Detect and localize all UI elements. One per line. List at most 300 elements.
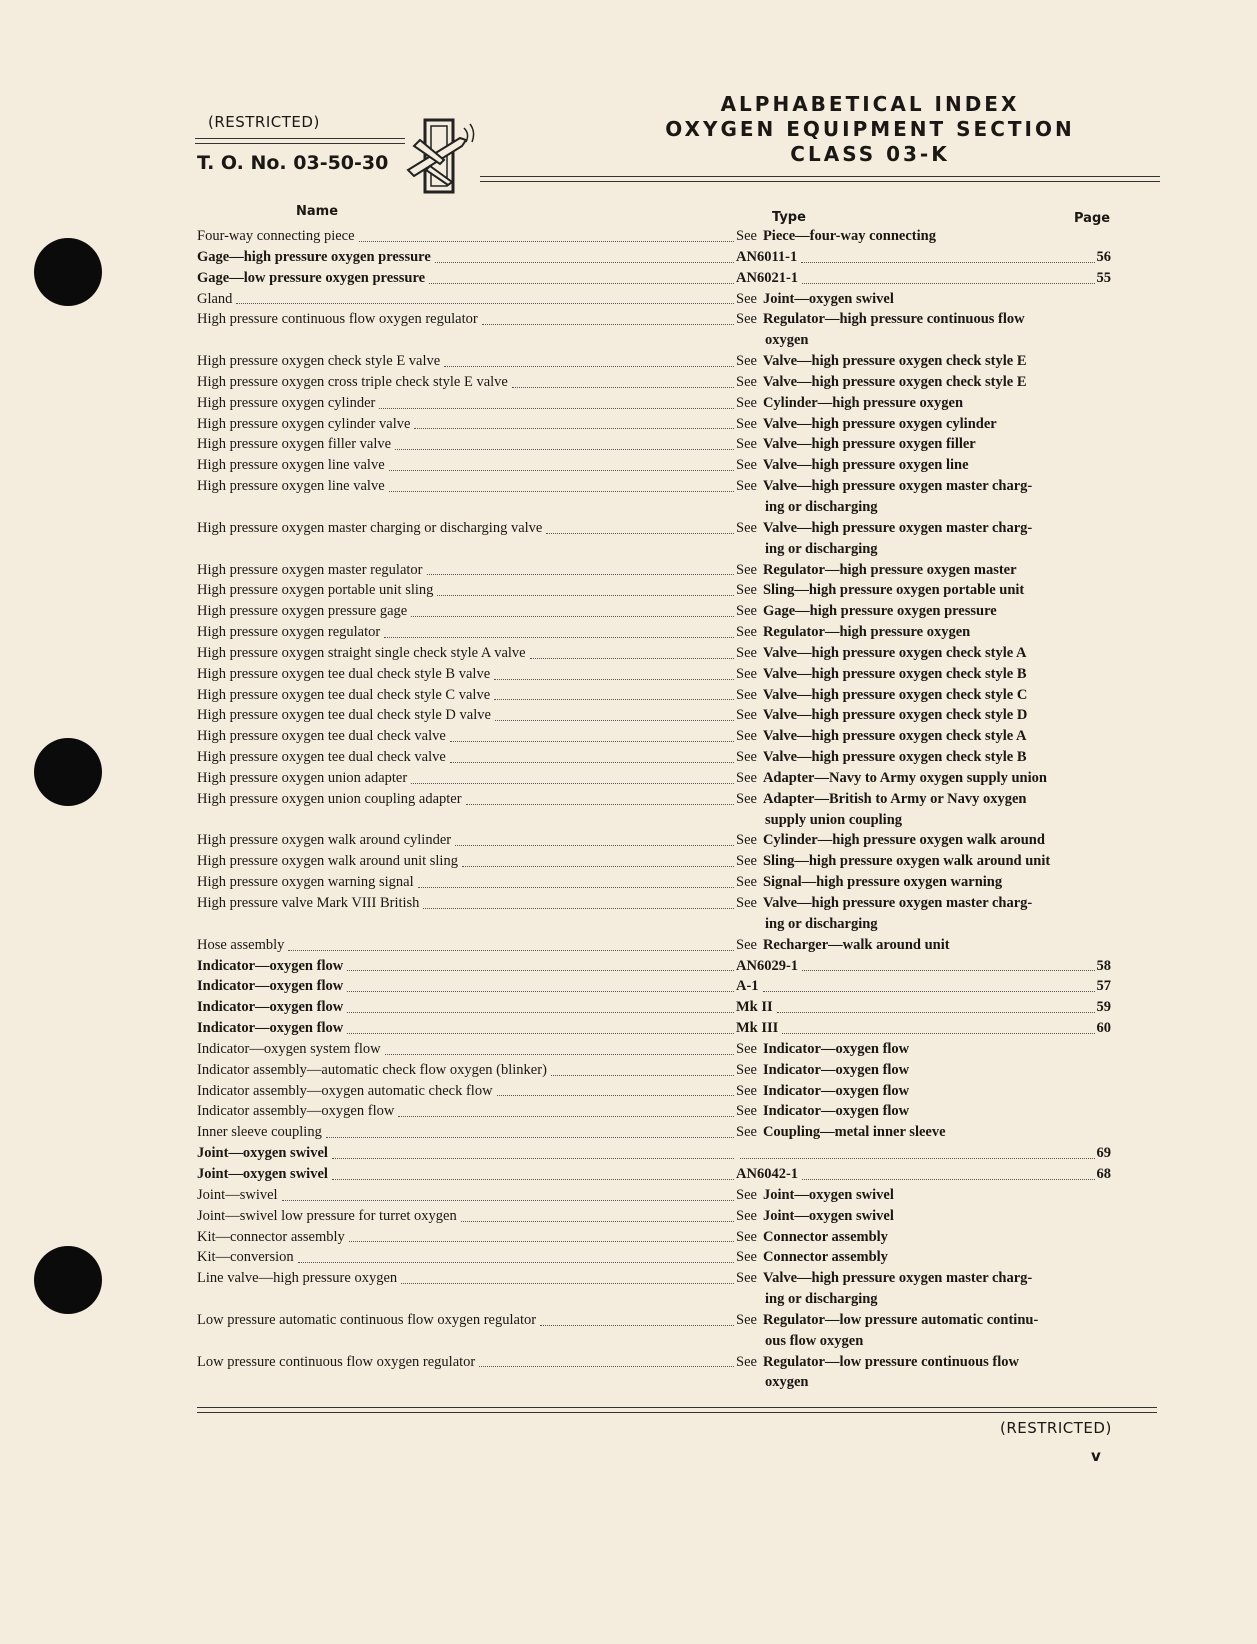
entry-type-cell (736, 289, 1111, 310)
dot-leader (479, 1366, 734, 1367)
index-entry (197, 1185, 1111, 1206)
see-prefix: See (736, 1124, 757, 1141)
entry-name: High pressure oxygen tee dual check valve (197, 749, 446, 766)
index-entry (197, 1081, 1111, 1102)
entry-name: High pressure oxygen cross triple check style E valve (197, 373, 508, 390)
entry-name: High pressure oxygen straight single check style A valve (197, 644, 526, 661)
entry-type: AN6029-1 (736, 957, 799, 974)
see-prefix: See (736, 478, 757, 495)
see-prefix: See (736, 1270, 757, 1287)
title-line: ALPHABETICAL INDEX (720, 92, 1020, 116)
dot-leader (332, 1179, 734, 1180)
dot-leader (763, 991, 1095, 992)
column-header-name: Name (296, 204, 339, 219)
see-prefix: See (736, 457, 757, 474)
entry-type-cell (736, 830, 1111, 851)
entry-type: Indicator—oxygen flow (762, 1040, 910, 1057)
entry-name: Low pressure continuous flow oxygen regulator (197, 1353, 476, 1370)
header-rule (195, 138, 405, 139)
entry-type-cell (736, 268, 1111, 289)
entry-type-cell (736, 685, 1111, 706)
dot-leader (482, 324, 734, 325)
dot-leader (418, 887, 734, 888)
entry-name: Indicator—oxygen flow (197, 978, 344, 995)
entry-type-cell (736, 935, 1111, 956)
index-entry (197, 1227, 1111, 1248)
dot-leader (398, 1116, 734, 1117)
entry-name: High pressure oxygen warning signal (197, 874, 414, 891)
entry-type: Valve—high pressure oxygen check style B (762, 749, 1027, 766)
index-entry (197, 622, 1111, 643)
entry-type-cell (736, 726, 1111, 747)
see-prefix: See (736, 665, 757, 682)
entry-type: Connector assembly (762, 1249, 888, 1266)
dot-leader (802, 283, 1094, 284)
dot-leader (782, 1033, 1094, 1034)
entry-type-cell (736, 226, 1111, 247)
see-prefix: See (736, 936, 757, 953)
index-entry (197, 1039, 1111, 1060)
dot-leader (494, 699, 734, 700)
entry-name: Hose assembly (197, 936, 285, 953)
entry-type-cell (736, 664, 1111, 685)
airplane-logo (400, 110, 480, 198)
dot-leader (411, 616, 734, 617)
entry-type: Valve—high pressure oxygen master charg- (762, 478, 1033, 495)
entry-type: Sling—high pressure oxygen portable unit (762, 582, 1025, 599)
entry-type: Mk II (736, 999, 773, 1016)
entry-type-cell (736, 414, 1111, 435)
dot-leader (359, 241, 734, 242)
index-entry (197, 935, 1111, 956)
index-entry (197, 1206, 1111, 1227)
dot-leader (379, 408, 734, 409)
index-entry (197, 997, 1111, 1018)
index-entry (197, 1143, 1111, 1164)
index-entry (197, 309, 1111, 330)
restricted-label-footer: (RESTRICTED) (1000, 1419, 1112, 1437)
see-prefix: See (736, 832, 757, 849)
entry-type: Cylinder—high pressure oxygen walk around (762, 832, 1045, 849)
dot-leader (450, 762, 734, 763)
see-prefix: See (736, 1103, 757, 1120)
entry-type: Joint—oxygen swivel (762, 290, 894, 307)
entry-type: Regulator—high pressure oxygen (762, 624, 971, 641)
see-prefix: See (736, 707, 757, 724)
entry-name: Inner sleeve coupling (197, 1124, 322, 1141)
index-entry (197, 476, 1111, 497)
entry-type-cell (736, 1268, 1111, 1289)
entry-name: Kit—connector assembly (197, 1228, 345, 1245)
entry-name: Four-way connecting piece (197, 228, 355, 244)
dot-leader (777, 1012, 1095, 1013)
dot-leader (450, 741, 734, 742)
entry-type: Regulator—high pressure continuous flow (762, 311, 1025, 328)
entry-type-cell (736, 1101, 1111, 1122)
index-entry (197, 247, 1111, 268)
entry-name: Indicator assembly—oxygen flow (197, 1103, 395, 1120)
entry-page: 59 (1096, 999, 1111, 1016)
index-entry (197, 643, 1111, 664)
entry-name: Indicator—oxygen system flow (197, 1040, 381, 1057)
dot-leader (395, 449, 734, 450)
entry-type: Valve—high pressure oxygen cylinder (762, 415, 997, 432)
see-prefix: See (736, 1186, 757, 1203)
entry-type-cell (736, 372, 1111, 393)
entry-type: Joint—oxygen swivel (762, 1186, 894, 1203)
entry-type: Valve—high pressure oxygen filler (762, 436, 976, 453)
dot-leader (298, 1262, 734, 1263)
entry-name: Line valve—high pressure oxygen (197, 1270, 398, 1287)
punch-hole (34, 738, 102, 806)
see-prefix: See (736, 1082, 757, 1099)
see-prefix: See (736, 1249, 757, 1266)
entry-type: Valve—high pressure oxygen master charg- (762, 519, 1033, 536)
entry-name: High pressure oxygen union adapter (197, 769, 408, 786)
entry-type-cell (736, 789, 1111, 810)
entry-type-cell (736, 705, 1111, 726)
entry-name: High pressure oxygen line valve (197, 457, 385, 474)
entry-type: Valve—high pressure oxygen check style E (762, 373, 1027, 390)
dot-leader (494, 679, 734, 680)
dot-leader (389, 470, 734, 471)
entry-type-cell (736, 351, 1111, 372)
dot-leader (347, 991, 734, 992)
index-entry (197, 560, 1111, 581)
entry-page: 58 (1096, 957, 1111, 974)
header-rule (195, 143, 405, 144)
entry-name: High pressure oxygen cylinder (197, 394, 376, 411)
entry-name: High pressure valve Mark VIII British (197, 895, 420, 911)
entry-type-cell (736, 1185, 1111, 1206)
index-entry (197, 414, 1111, 435)
see-prefix: See (736, 1311, 757, 1328)
entry-name: Indicator assembly—automatic check flow oxygen (blinker) (197, 1061, 547, 1078)
entry-type: Indicator—oxygen flow (762, 1082, 910, 1099)
entry-type-cell (736, 872, 1111, 893)
entry-type-cell (736, 309, 1111, 330)
dot-leader (455, 845, 734, 846)
page-title (620, 92, 1120, 167)
entry-type-cell (736, 997, 1111, 1018)
index-entry (197, 268, 1111, 289)
index-entry (197, 1352, 1111, 1373)
entry-type: Joint—oxygen swivel (762, 1207, 894, 1224)
entry-name: Indicator—oxygen flow (197, 1020, 344, 1037)
entry-type-cell (736, 976, 1111, 997)
index-entry (197, 851, 1111, 872)
entry-type-cell (736, 393, 1111, 414)
entry-type-cell (736, 560, 1111, 581)
entry-type: Cylinder—high pressure oxygen (762, 394, 964, 411)
see-prefix: See (736, 436, 757, 453)
entry-type: Valve—high pressure oxygen check style E (762, 353, 1027, 370)
entry-type-cell (736, 1164, 1111, 1185)
see-prefix: See (736, 728, 757, 745)
entry-type-cell (736, 434, 1111, 455)
index-entry (197, 685, 1111, 706)
see-prefix: See (736, 686, 757, 703)
entry-type: Mk III (736, 1020, 779, 1037)
entry-name: High pressure oxygen regulator (197, 624, 381, 641)
entry-type-continuation: oxygen (765, 332, 809, 349)
dot-leader (802, 970, 1094, 971)
dot-leader (427, 574, 735, 575)
index-entry (197, 893, 1111, 914)
see-prefix: See (736, 582, 757, 599)
dot-leader (326, 1137, 734, 1138)
entry-type-cell (736, 1352, 1111, 1373)
entry-name: Low pressure automatic continuous flow oxygen regulator (197, 1311, 537, 1328)
dot-leader (401, 1283, 734, 1284)
see-prefix: See (736, 874, 757, 891)
entry-name: High pressure oxygen tee dual check valve (197, 728, 446, 745)
dot-leader (411, 783, 734, 784)
entry-type-cell (736, 247, 1111, 268)
see-prefix: See (736, 624, 757, 641)
dot-leader (801, 262, 1094, 263)
entry-type-cell (736, 1122, 1111, 1143)
entry-name: High pressure oxygen union coupling adapter (197, 790, 462, 807)
entry-type-continuation: supply union coupling (765, 811, 903, 828)
index-entry (197, 976, 1111, 997)
dot-leader (462, 866, 734, 867)
index-entry (197, 768, 1111, 789)
dot-leader (495, 720, 734, 721)
title-line: CLASS 03-K (790, 142, 950, 166)
entry-type-cell (736, 1018, 1111, 1039)
entry-type-cell (736, 1227, 1111, 1248)
index-entry (197, 1310, 1111, 1331)
entry-type-cell (736, 580, 1111, 601)
entry-type-cell (736, 622, 1111, 643)
see-prefix: See (736, 228, 757, 244)
index-entry (197, 1018, 1111, 1039)
entry-type: Signal—high pressure oxygen warning (762, 874, 1003, 891)
dot-leader (497, 1095, 734, 1096)
entry-type: Valve—high pressure oxygen line (762, 457, 969, 474)
entry-type: AN6021-1 (736, 269, 799, 286)
entry-type: Regulator—low pressure continuous flow (762, 1353, 1019, 1370)
index-entry (197, 518, 1111, 539)
index-list (197, 226, 1111, 1393)
entry-page: 69 (1096, 1145, 1111, 1162)
entry-name: High pressure oxygen master charging or discharging valve (197, 519, 543, 536)
dot-leader (414, 428, 734, 429)
entry-page: 55 (1096, 269, 1111, 286)
entry-name: High pressure oxygen check style E valve (197, 353, 441, 370)
entry-type: Piece—four-way connecting (762, 228, 936, 244)
index-entry (197, 1164, 1111, 1185)
dot-leader (347, 970, 734, 971)
dot-leader (282, 1200, 734, 1201)
index-entry (197, 956, 1111, 977)
entry-name: Joint—oxygen swivel (197, 1165, 328, 1182)
dot-leader (385, 1054, 734, 1055)
entry-type-cell (736, 518, 1111, 539)
entry-type-continuation: oxygen (765, 1374, 809, 1391)
see-prefix: See (736, 749, 757, 766)
entry-type: AN6011-1 (736, 248, 798, 265)
see-prefix: See (736, 644, 757, 661)
entry-type: Regulator—low pressure automatic continu- (762, 1311, 1039, 1328)
entry-type-cell (736, 956, 1111, 977)
see-prefix: See (736, 769, 757, 786)
index-entry (197, 1268, 1111, 1289)
see-prefix: See (736, 1228, 757, 1245)
index-entry (197, 289, 1111, 310)
entry-name: High pressure oxygen pressure gage (197, 603, 408, 620)
index-entry (197, 226, 1111, 247)
index-entry (197, 1247, 1111, 1268)
entry-type-continuation: ing or discharging (765, 540, 878, 557)
entry-name: High pressure oxygen line valve (197, 478, 385, 495)
punch-hole (34, 238, 102, 306)
title-line: OXYGEN EQUIPMENT SECTION (665, 117, 1075, 141)
entry-type-cell (736, 1247, 1111, 1268)
see-prefix: See (736, 1040, 757, 1057)
dot-leader (551, 1075, 734, 1076)
entry-type: Sling—high pressure oxygen walk around unit (762, 853, 1051, 870)
entry-type-cell (736, 768, 1111, 789)
see-prefix: See (736, 373, 757, 390)
index-entry (197, 789, 1111, 810)
header-rule (480, 181, 1160, 182)
index-entry (197, 372, 1111, 393)
index-entry (197, 1060, 1111, 1081)
index-entry (197, 747, 1111, 768)
see-prefix: See (736, 353, 757, 370)
footer-rule (197, 1412, 1157, 1413)
entry-type-cell (736, 643, 1111, 664)
entry-name: Joint—swivel (197, 1186, 278, 1203)
entry-name: High pressure oxygen walk around unit sling (197, 853, 458, 870)
see-prefix: See (736, 790, 757, 807)
entry-name: High pressure oxygen cylinder valve (197, 415, 411, 432)
entry-name: High pressure oxygen filler valve (197, 436, 392, 453)
dot-leader (389, 491, 734, 492)
see-prefix: See (736, 561, 757, 578)
dot-leader (466, 804, 734, 805)
to-number: T. O. No. 03-50-30 (197, 152, 389, 174)
dot-leader (384, 637, 734, 638)
entry-page: 68 (1096, 1165, 1111, 1182)
index-entry (197, 455, 1111, 476)
dot-leader (347, 1033, 734, 1034)
entry-type: Valve—high pressure oxygen check style D (762, 707, 1028, 724)
see-prefix: See (736, 519, 757, 536)
entry-type: Valve—high pressure oxygen check style C (762, 686, 1028, 703)
entry-type: A-1 (736, 978, 759, 995)
column-header-type: Type (772, 210, 806, 225)
entry-name: Joint—oxygen swivel (197, 1145, 328, 1162)
index-entry (197, 664, 1111, 685)
entry-type-cell (736, 1206, 1111, 1227)
see-prefix: See (736, 415, 757, 432)
entry-type-continuation: ing or discharging (765, 498, 878, 515)
entry-name: Gland (197, 290, 233, 307)
entry-type: Valve—high pressure oxygen master charg- (762, 895, 1033, 911)
entry-type-cell (736, 1081, 1111, 1102)
entry-type-cell (736, 476, 1111, 497)
dot-leader (802, 1179, 1094, 1180)
header-rule (480, 176, 1160, 177)
entry-name: Indicator assembly—oxygen automatic check flow (197, 1082, 493, 1099)
entry-type: Gage—high pressure oxygen pressure (762, 603, 997, 620)
dot-leader (423, 908, 734, 909)
dot-leader (429, 283, 734, 284)
entry-type-cell (736, 747, 1111, 768)
entry-name: Gage—high pressure oxygen pressure (197, 248, 431, 265)
dot-leader (740, 1158, 1095, 1159)
entry-type: Valve—high pressure oxygen check style A (762, 644, 1027, 661)
index-entry (197, 1122, 1111, 1143)
entry-name: High pressure oxygen tee dual check style C valve (197, 686, 491, 703)
restricted-label: (RESTRICTED) (208, 113, 320, 131)
entry-page: 60 (1096, 1020, 1111, 1037)
entry-name: Indicator—oxygen flow (197, 999, 344, 1016)
entry-name: High pressure oxygen tee dual check style B valve (197, 665, 491, 682)
entry-name: Joint—swivel low pressure for turret oxygen (197, 1207, 457, 1224)
entry-type-continuation: ous flow oxygen (765, 1332, 864, 1349)
entry-type-continuation: ing or discharging (765, 1291, 878, 1308)
index-entry (197, 434, 1111, 455)
entry-page: 57 (1096, 978, 1111, 995)
see-prefix: See (736, 1061, 757, 1078)
entry-type: Regulator—high pressure oxygen master (762, 561, 1017, 578)
dot-leader (461, 1221, 734, 1222)
dot-leader (349, 1241, 734, 1242)
index-entry (197, 1101, 1111, 1122)
entry-name: High pressure oxygen walk around cylinder (197, 832, 452, 849)
see-prefix: See (736, 1207, 757, 1224)
entry-page: 56 (1096, 248, 1111, 265)
entry-type-cell (736, 851, 1111, 872)
index-entry (197, 705, 1111, 726)
index-entry (197, 872, 1111, 893)
entry-type: Adapter—British to Army or Navy oxygen (762, 790, 1027, 807)
entry-name: High pressure oxygen portable unit sling (197, 582, 434, 599)
entry-type-cell (736, 455, 1111, 476)
see-prefix: See (736, 1353, 757, 1370)
entry-type: Coupling—metal inner sleeve (762, 1124, 946, 1141)
dot-leader (540, 1325, 734, 1326)
entry-name: High pressure oxygen master regulator (197, 561, 423, 578)
column-header-page: Page (1074, 211, 1111, 226)
entry-name: High pressure oxygen tee dual check style D valve (197, 707, 491, 724)
entry-name: Gage—low pressure oxygen pressure (197, 269, 426, 286)
entry-type: Indicator—oxygen flow (762, 1061, 910, 1078)
see-prefix: See (736, 895, 757, 911)
entry-name: Indicator—oxygen flow (197, 957, 344, 974)
dot-leader (435, 262, 734, 263)
punch-hole (34, 1246, 102, 1314)
see-prefix: See (736, 394, 757, 411)
entry-name: High pressure continuous flow oxygen regulator (197, 311, 478, 328)
dot-leader (512, 387, 734, 388)
index-entry (197, 726, 1111, 747)
dot-leader (332, 1158, 734, 1159)
footer-rule (197, 1407, 1157, 1408)
dot-leader (444, 366, 734, 367)
entry-type: AN6042-1 (736, 1165, 799, 1182)
entry-type: Adapter—Navy to Army oxygen supply union (762, 769, 1047, 786)
see-prefix: See (736, 603, 757, 620)
entry-type-cell (736, 893, 1111, 914)
see-prefix: See (736, 290, 757, 307)
index-entry (197, 601, 1111, 622)
entry-type-cell (736, 1143, 1111, 1164)
